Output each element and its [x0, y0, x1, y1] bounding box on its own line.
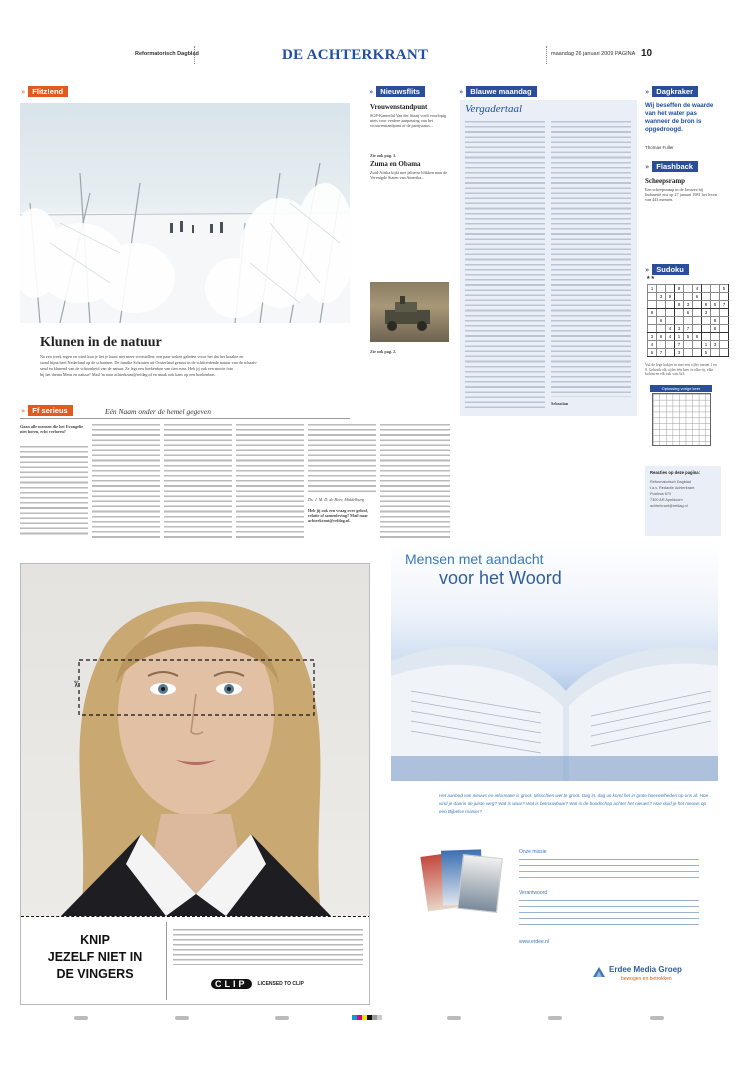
erdee-logo-mark	[592, 965, 606, 977]
frost-photo	[20, 103, 350, 323]
news-headline-1: Vrouwenstandpunt	[370, 103, 428, 111]
serieus-text-d	[236, 424, 304, 538]
reg-mark-3	[275, 1016, 289, 1020]
serieus-question: Gaan alle mensen die het Evangelie niet horen, echt verloren?	[20, 424, 84, 435]
serieus-text-b	[92, 424, 160, 538]
section-flitzend: » Flitz!end	[21, 86, 68, 97]
news-headline-2: Zuma en Obama	[370, 160, 421, 168]
clip-body-text	[173, 929, 363, 965]
contact-line-2: t.a.v. Redactie Achterkrant	[650, 486, 695, 490]
sudoku-instructions: Vul de lege hokjes in met een cijfer tussen 1 en 9. Gebruik elk cijfer één keer in elke rij, elke kolom en elk vak van 3x3.	[645, 363, 717, 377]
flashback-title: Scheepsramp	[645, 177, 686, 185]
dagkraker-author: Thomas Fuller	[645, 145, 674, 150]
sudoku-solution-label: Oplossing vorige keer	[650, 385, 712, 392]
magazine-3	[457, 854, 503, 913]
sudoku-stars: ★★	[646, 276, 655, 281]
frost-scene	[20, 103, 350, 323]
dagkraker-quote: Wij beseffen de waarde van het water pas wanneer de bron is opgedroogd.	[645, 102, 714, 133]
clip-bottom-dashed	[21, 916, 370, 917]
vehicle-scene	[370, 282, 449, 342]
reg-mark-2	[175, 1016, 189, 1020]
arrows-icon: »	[21, 87, 26, 96]
feature-headline: Klunen in de natuur	[40, 335, 162, 350]
serieus-text-f	[380, 424, 450, 538]
serieus-text-a	[20, 446, 88, 538]
feature-body-2: stond bijna heel Nederland op de schaatsen. De familie Schouten uit Oosterland genoot in de schitterdende natuur van de schaats-	[40, 360, 258, 365]
masthead-paper: Reformatorisch Dagblad	[135, 51, 199, 57]
column-author: Sebastian	[551, 401, 569, 406]
news-body-2: Zuid-Afrika kijkt met jaloerse blikken naar de Verenigde Staten van Amerika...	[370, 170, 448, 181]
contact-line-1: Reformatorisch Dagblad	[650, 480, 691, 484]
clip-vertical-divider	[166, 922, 167, 1000]
scissors-icon: ✂	[69, 680, 80, 688]
erdee-missie-title: Onze missie	[519, 849, 547, 855]
portrait-photo	[21, 564, 370, 916]
reg-mark-1	[74, 1016, 88, 1020]
contact-email[interactable]: achterkrant@refdag.nl	[650, 504, 688, 508]
arrows-icon: »	[645, 162, 650, 171]
erdee-headline-2: voor het Woord	[439, 568, 562, 588]
arrows-icon: »	[21, 406, 26, 415]
section-nieuwsflits: » Nieuwsflits	[369, 86, 425, 97]
erdee-logo-icon	[592, 966, 606, 978]
serieus-signature: Ds. J. M. D. de Heer, Middelburg	[308, 497, 365, 502]
magazine-stack	[424, 846, 506, 924]
arrows-icon: »	[645, 87, 650, 96]
erdee-headline-1: Mensen met aandacht	[405, 551, 544, 567]
section-sudoku: » Sudoku	[645, 264, 689, 275]
section-blauwe-maandag: » Blauwe maandag	[459, 86, 537, 97]
news-ref-1: Zie ook pag. 3.	[370, 153, 397, 158]
reg-mark-6	[650, 1016, 664, 1020]
news-photo-caption: Zie ook pag. 2.	[370, 349, 397, 354]
reg-mark-4	[447, 1016, 461, 1020]
erdee-verantwoord-text	[519, 900, 699, 926]
column-title: Vergadertaal	[465, 103, 523, 115]
serieus-text-c	[164, 424, 232, 538]
contact-line-3: Postbus 670	[650, 492, 672, 496]
bible-photo	[391, 541, 718, 781]
clip-logo-badge: CLIP	[211, 979, 252, 989]
portrait-figure	[21, 564, 370, 916]
clip-ad	[20, 563, 370, 1005]
erdee-ad	[391, 541, 718, 1001]
erdee-url[interactable]: www.erdee.nl	[519, 939, 550, 945]
contact-line-4: 7300 AR Apeldoorn	[650, 498, 683, 502]
contact-title: Reacties op deze pagina:	[650, 470, 701, 475]
erdee-tagline: bewogen en betrokken	[621, 976, 672, 982]
masthead-date: maandag 26 januari 2009 PAGINA	[551, 51, 636, 57]
section-flashback: » Flashback	[645, 161, 698, 172]
news-photo	[370, 282, 449, 342]
sudoku-grid[interactable]: 1 8 4 5 3 9 6 8 3 9 5 7 9 6 3 6 8 4 3 7 8 3 6 4 1 5 8 4 7 1 3 6 7 3 5	[647, 284, 729, 357]
section-dagkraker: » Dagkraker	[645, 86, 698, 97]
serieus-rule	[20, 418, 350, 419]
erdee-missie-text	[519, 859, 699, 881]
masthead-page: 10	[641, 48, 653, 59]
feature-body-1: Na een week regen en wind kun je het je haast niet meer voorstellen: een paar weken geleden vroor het dat het kraakte en	[40, 354, 244, 359]
erdee-company: Erdee Media Groep	[609, 965, 682, 974]
masthead-title: DE ACHTERKRANT	[282, 47, 429, 63]
color-bar	[352, 1015, 382, 1020]
arrows-icon: »	[459, 87, 464, 96]
column-text-b	[551, 121, 631, 397]
clip-slogan	[35, 932, 155, 983]
erdee-verantwoord-title: Verantwoord	[519, 890, 548, 896]
arrows-icon: »	[369, 87, 374, 96]
serieus-subtitle: Eén Naam onder de hemel gegeven	[105, 407, 212, 416]
news-body-1: SGP-Kamerlid Van der Staaij voelt voorlopig niets voor verdere aanpassing van het vrouwenstandpunt of de partijstatus...	[370, 113, 447, 129]
clip-logo	[211, 979, 304, 989]
feature-body-4: bij het thema Mens en natuur? Mail 'm naar achterkrant@refdag.nl en maak ook kans op een boekenbon.	[40, 372, 216, 377]
serieus-footer: Heb jij ook een vraag over geloof, relatie of samenleving? Mail naar achterkrant@refdag.nl.	[308, 508, 369, 524]
serieus-text-e	[308, 424, 376, 494]
slogan-line-3: DE VINGERS	[56, 967, 134, 981]
slogan-line-2: JEZELF NIET IN	[47, 950, 143, 964]
swatch-light	[377, 1015, 382, 1020]
sudoku-solution-grid	[652, 393, 711, 446]
masthead-sep-right	[546, 46, 547, 64]
flashback-body: Een scheepsramp in de Javazee bij Indonesië eist op 27 januari 1981 het leven van 443 mensen.	[645, 187, 717, 203]
reg-mark-5	[548, 1016, 562, 1020]
feature-body-3: send en klunend van de schoonheid van de natuur. Ze legt een boekenbon van tien euro. Heb jij ook een mooie foto	[40, 366, 234, 371]
column-text-a	[465, 121, 545, 411]
section-ff-serieus: » Ff serieus	[21, 405, 73, 416]
arrows-icon: »	[645, 265, 650, 274]
masthead-sep-left	[194, 46, 195, 64]
erdee-intro: Het aanbod van nieuws en informatie is groot. Misschien wel te groot. Dag in, dag uit komt het in grote hoeveelheden op ons af. Hoe vind je daarin de juiste weg? Wat is waar? Wat is betrouwbaar? Wat is de boodschap achter het nieuws? Hoe duid je het nieuws op een Bijbelse manier?	[439, 793, 709, 814]
clip-licensed: LICENSED TO CLIP	[257, 981, 304, 987]
slogan-line-1: KNIP	[80, 933, 110, 947]
